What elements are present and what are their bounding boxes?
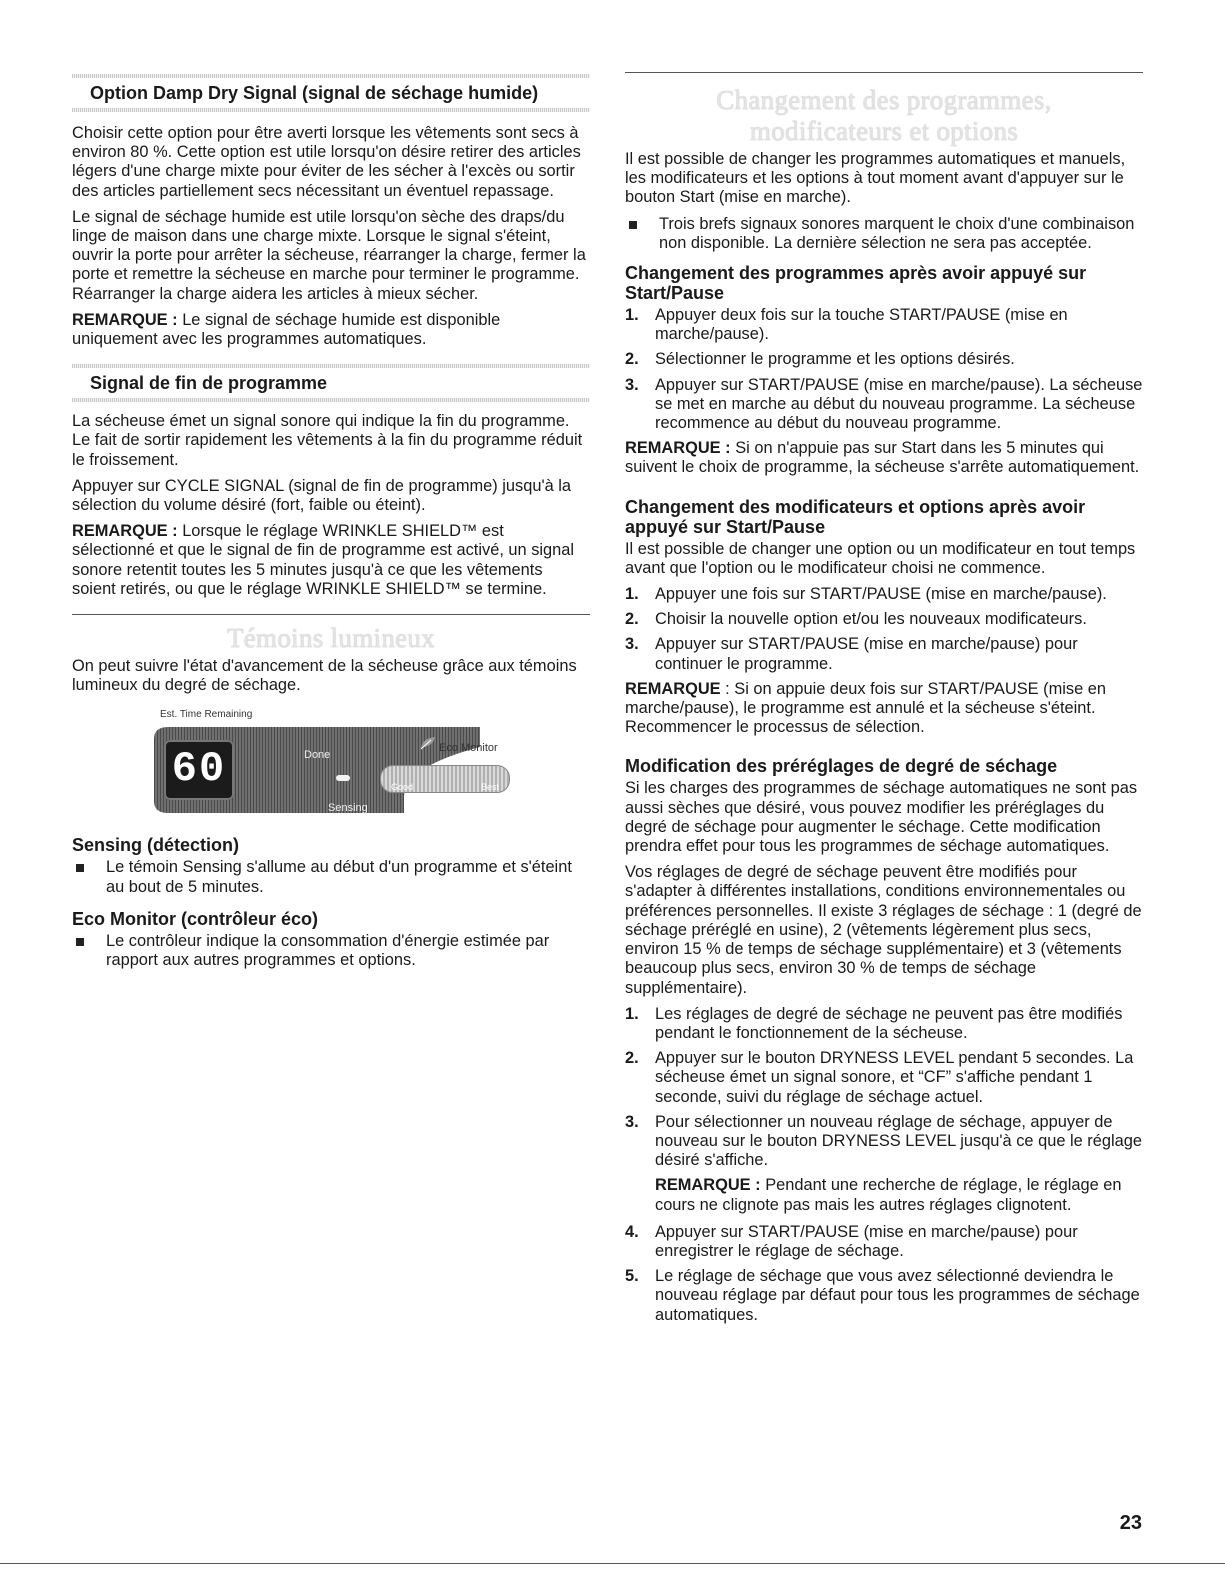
item-number: 5. — [625, 1267, 639, 1286]
bullet-text: Trois brefs signaux sonores marquent le choix d'une combinaison non disponible. La dernière sélection ne sera pas acceptée. — [659, 214, 1135, 252]
change-cycle-heading: Changement des programmes après avoir appuyé sur Start/Pause — [625, 263, 1087, 304]
item-number: 2. — [625, 1049, 639, 1068]
item-number: 3. — [625, 375, 639, 394]
item-text: Appuyer sur START/PAUSE (mise en marche/pause). La sécheuse se met en marche au début du nouveau programme. La sécheuse recommence au début du nouveau programme. — [655, 375, 1143, 433]
numbered-item — [625, 1005, 1143, 1043]
bullet-square-icon — [76, 938, 84, 946]
item-text: Appuyer sur START/PAUSE (mise en marche/pause) pour enregistrer le réglage de séchage. — [655, 1222, 1078, 1260]
damp-dry-heading: Option Damp Dry Signal (signal de séchage humide) — [90, 83, 539, 103]
item-text: Sélectionner le programme et les options désirés. — [655, 350, 1015, 369]
change-options-note — [625, 680, 1143, 738]
note-text: Lorsque le réglage WRINKLE SHIELD™ est sélectionné et que le signal de fin de programme est activé, un signal sonore retentit toutes les 5 minutes jusqu'à ce que les vêtements soient retirés, ou que le réglage WRINKLE SHIELD™ se termine. — [72, 522, 575, 598]
change-options-paragraph: Il est possible de changer une option ou un modificateur en tout temps avant que l'option ou le modificateur choisi ne commence. — [625, 539, 1136, 577]
change-cycle-note — [625, 439, 1143, 477]
cycle-signal-paragraph: La sécheuse émet un signal sonore qui indique la fin du programme. Le fait de sortir rapidement les vêtements à la fin du programme réduit le froissement. — [72, 412, 583, 469]
section-band — [72, 364, 590, 368]
good-label: Good — [391, 782, 414, 793]
note-text: Si on n'appuie pas sur Start dans les 5 minutes qui suivent le choix de programme, la sécheuse s'arrête automatiquement. — [625, 439, 1140, 477]
item-number: 1. — [625, 585, 639, 604]
item-text: Appuyer deux fois sur la touche START/PAUSE (mise en marche/pause). — [655, 306, 1068, 344]
note-text: Le signal de séchage humide est disponible uniquement avec les programmes automatiques. — [72, 310, 501, 349]
item-text: Appuyer une fois sur START/PAUSE (mise en marche/pause). — [655, 585, 1107, 604]
display-digits: 60 — [171, 745, 227, 794]
note-label: REMARQUE : — [72, 522, 178, 541]
dryness-paragraph: Si les charges des programmes de séchage automatiques ne sont pas aussi sèches que désiré, vous pouvez modifier les préréglages du degré de séchage pour augmenter le séchage. Cette modification prendra effet pour tous les programmes de séchage automatiques. — [625, 779, 1138, 856]
note-label: REMARQUE : — [655, 1176, 761, 1195]
item-number: 1. — [625, 1004, 639, 1023]
item-number: 3. — [625, 1112, 639, 1131]
note-text: : Si on appuie deux fois sur START/PAUSE (mise en marche/pause), le programme est annulé et la sécheuse s'éteint. Recommencer le processus de sélection. — [625, 679, 1106, 737]
dryness-note — [655, 1176, 1143, 1214]
item-text: Appuyer sur START/PAUSE (mise en marche/pause) pour continuer le programme. — [655, 635, 1078, 673]
bottom-rule — [0, 1563, 1225, 1564]
item-text: Pour sélectionner un nouveau réglage de séchage, appuyer de nouveau sur le bouton DRYNESS LEVEL jusqu'à ce que le réglage désiré s'affiche. — [655, 1112, 1142, 1170]
numbered-item — [625, 1223, 1143, 1261]
eco-monitor-heading: Eco Monitor (contrôleur éco) — [72, 908, 319, 929]
note-label: REMARQUE — [625, 679, 721, 698]
leaf-icon — [419, 736, 437, 750]
item-number: 4. — [625, 1222, 639, 1241]
item-number: 1. — [625, 306, 639, 325]
sensing-label: Sensing — [328, 802, 368, 815]
damp-dry-paragraph: Choisir cette option pour être averti lorsque les vêtements sont secs à environ 80 %. Cette option est utile lorsqu'on désire retirer des articles légers d'une charge mixte pour éviter de les sécher à l'excès ou sortir des articles partiellement secs nécessitant un éventuel repassage. — [72, 124, 581, 200]
status-lights-paragraph: On peut suivre l'état d'avancement de la sécheuse grâce aux témoins lumineux du degré de séchage. — [72, 657, 577, 695]
numbered-item — [625, 376, 1143, 434]
item-text: Appuyer sur le bouton DRYNESS LEVEL pendant 5 secondes. La sécheuse émet un signal sonore, et “CF” s'affiche pendant 1 seconde, suivi du réglage de séchage actuel. — [655, 1049, 1134, 1106]
damp-dry-note — [72, 311, 590, 349]
numbered-item — [625, 306, 1143, 344]
page-number: 23 — [1119, 1512, 1142, 1534]
eco-monitor-bar — [380, 765, 510, 793]
bullet-square-icon — [629, 221, 637, 229]
dryness-presets-heading: Modification des préréglages de degré de séchage — [625, 756, 1058, 777]
item-number: 3. — [625, 635, 639, 654]
item-text: Le réglage de séchage que vous avez sélectionné deviendra le nouveau réglage par défaut pour tous les programmes de séchage automatiques. — [655, 1267, 1140, 1324]
numbered-item — [625, 1113, 1143, 1171]
bullet-item — [72, 932, 590, 970]
changes-paragraph: Il est possible de changer les programmes automatiques et manuels, les modificateurs et les options à tout moment avant d'appuyer sur le bouton Start (mise en marche). — [625, 150, 1126, 207]
note-label: REMARQUE : — [72, 310, 178, 329]
numbered-item — [625, 1049, 1143, 1107]
item-number: 2. — [625, 610, 639, 629]
left-column — [72, 0, 590, 976]
numbered-item — [625, 350, 1143, 369]
bullet-text: Le témoin Sensing s'allume au début d'un programme et s'éteint au bout de 5 minutes. — [106, 858, 572, 896]
changes-heading-line1: Changement des programmes, — [716, 85, 1052, 115]
bullet-square-icon — [76, 864, 84, 872]
numbered-item — [625, 1267, 1143, 1325]
sensing-heading: Sensing (détection) — [72, 835, 240, 856]
changes-heading-line2: modificateurs et options — [749, 116, 1019, 146]
control-panel-illustration — [72, 703, 590, 829]
item-text: Choisir la nouvelle option et/ou les nouveaux modificateurs. — [655, 610, 1087, 629]
status-lights-heading: Témoins lumineux — [226, 623, 436, 654]
best-label: Best — [480, 782, 499, 793]
change-options-heading: Changement des modificateurs et options après avoir appuyé sur Start/Pause — [625, 496, 1086, 537]
note-text: Pendant une recherche de réglage, le réglage en cours ne clignote pas mais les autres réglages clignotent. — [655, 1176, 1122, 1214]
numbered-item — [625, 610, 1143, 629]
numbered-item — [625, 635, 1143, 673]
bullet-item — [625, 215, 1143, 253]
est-time-label: Est. Time Remaining — [160, 709, 253, 721]
item-number: 2. — [625, 350, 639, 369]
bullet-item — [72, 858, 590, 896]
cycle-signal-paragraph: Appuyer sur CYCLE SIGNAL (signal de fin de programme) jusqu'à la sélection du volume désiré (fort, faible ou éteint). — [72, 476, 572, 515]
bullet-text: Le contrôleur indique la consommation d'énergie estimée par rapport aux autres programmes et options. — [106, 931, 550, 970]
cycle-signal-note — [72, 522, 590, 599]
time-display — [164, 740, 234, 800]
done-label: Done — [304, 749, 331, 762]
section-band — [72, 74, 590, 78]
numbered-item — [625, 585, 1143, 604]
status-led — [336, 775, 350, 781]
eco-monitor-label: Eco Monitor — [439, 742, 498, 755]
item-text: Les réglages de degré de séchage ne peuvent pas être modifiés pendant le fonctionnement de la sécheuse. — [655, 1004, 1123, 1042]
dryness-paragraph: Vos réglages de degré de séchage peuvent être modifiés pour s'adapter à différentes installations, conditions environnementales ou préférences personnelles. Il existe 3 réglages de séchage : 1 (degré de séchage préréglé en usine), 2 (vêtements légèrement plus secs, environ 15 % de temps de séchage supplémentaire) et 3 (vêtements beaucoup plus secs, environ 30 % de temps de séchage supplémentaire). — [625, 863, 1142, 997]
damp-dry-paragraph: Le signal de séchage humide est utile lorsqu'on sèche des draps/du linge de maison dans une charge mixte. Lorsque le signal s'éteint, ouvrir la porte pour arrêter la sécheuse, réarranger la charge, fermer la porte et remettre la sécheuse en marche pour terminer le programme. Réarranger la charge aidera les articles à mieux sécher. — [72, 207, 586, 303]
note-label: REMARQUE : — [625, 439, 731, 458]
cycle-signal-heading: Signal de fin de programme — [90, 373, 328, 394]
right-column — [625, 0, 1143, 1331]
